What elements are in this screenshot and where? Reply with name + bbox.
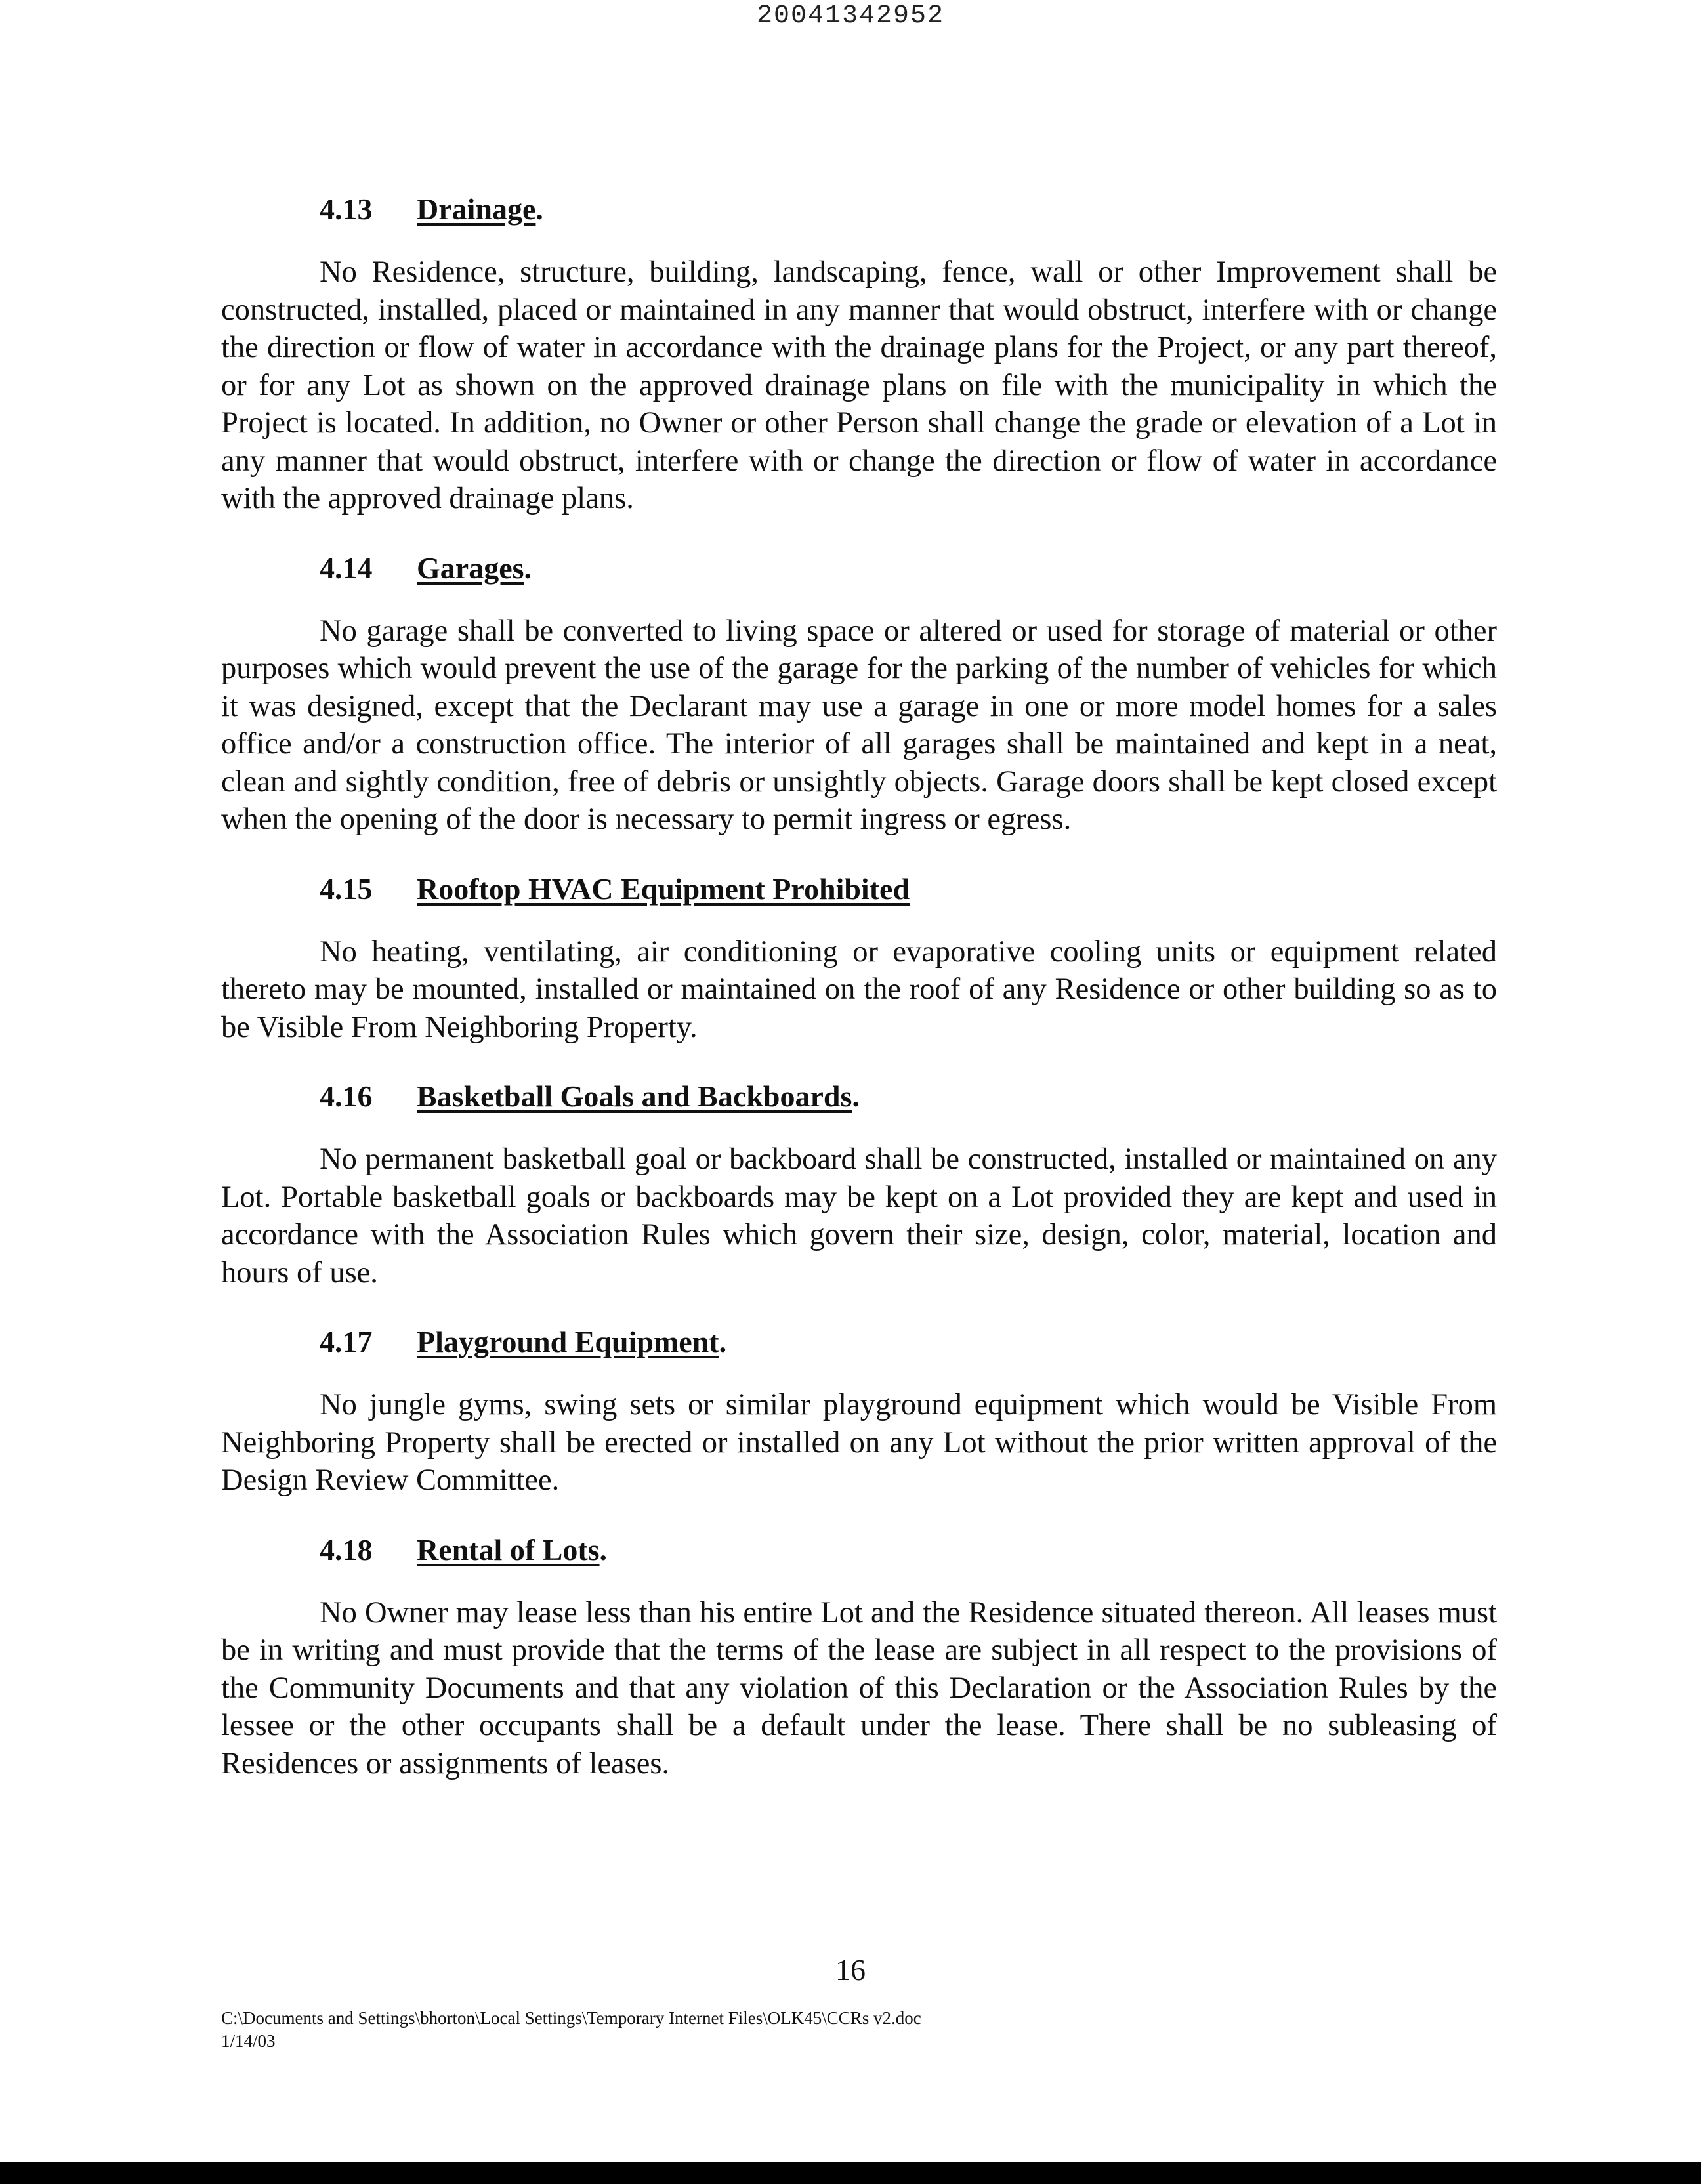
section-paragraph: No Owner may lease less than his entire Lot and the Residence situated thereon. All leases must be in writing and must provide that the terms of the lease are subject in all respect to the provisions of the Community Documents and that any violation of this Declaration or the Association Rules by the lessee or the other occupants shall be a default under the lease. There shall be no subleasing of Residences or assignments of leases. <box>221 1595 1497 1780</box>
section-number: 4.18 <box>320 1532 373 1566</box>
section-title: Rooftop HVAC Equipment Prohibited <box>417 872 910 906</box>
document-number: 20041342952 <box>756 1 945 31</box>
section-title: Playground Equipment <box>417 1325 719 1358</box>
section-heading <box>221 870 1497 908</box>
page-number: 16 <box>835 1953 866 1986</box>
section-title: Drainage <box>417 192 536 226</box>
section-4-14 <box>221 549 1497 839</box>
document-body <box>221 190 1497 1814</box>
section-heading: 4.14 Garages. <box>221 549 1497 587</box>
footer-date: 1/14/03 <box>221 2031 276 2051</box>
section-number: 4.17 <box>320 1325 373 1358</box>
section-heading: 4.13 Drainage. <box>221 190 1497 228</box>
section-paragraph: No heating, ventilating, air conditioning or evaporative cooling units or equipment related thereto may be mounted, installed or maintained on the roof of any Residence or other building so as to be Visible From Neighboring Property. <box>221 934 1497 1044</box>
section-number: 4.13 <box>320 192 373 226</box>
section-4-15 <box>221 870 1497 1047</box>
scan-border-bar <box>0 2162 1701 2184</box>
section-4-18 <box>221 1531 1497 1783</box>
section-heading: 4.18 Rental of Lots. <box>221 1531 1497 1569</box>
section-title: Garages <box>417 551 524 585</box>
section-paragraph: No jungle gyms, swing sets or similar playground equipment which would be Visible From Neighboring Property shall be erected or installed on any Lot without the prior written approval of the Design Review Committee. <box>221 1388 1497 1497</box>
section-4-17 <box>221 1323 1497 1500</box>
section-number: 4.15 <box>320 872 373 906</box>
section-paragraph: No garage shall be converted to living space or altered or used for storage of material or other purposes which would prevent the use of the garage for the parking of the number of vehicles for which it was designed, except that the Declarant may use a garage in one or more model homes for a sales office and/or a construction office. The interior of all garages shall be maintained and kept in a neat, clean and sightly condition, free of debris or unsightly objects. Garage doors shall be kept closed except when the opening of the door is necessary to permit ingress or egress. <box>221 614 1497 836</box>
section-number: 4.16 <box>320 1080 373 1113</box>
section-heading: 4.17 Playground Equipment. <box>221 1323 1497 1361</box>
section-heading: 4.16 Basketball Goals and Backboards. <box>221 1078 1497 1116</box>
section-paragraph: No Residence, structure, building, landscaping, fence, wall or other Improvement shall be constructed, installed, placed or maintained in any manner that would obstruct, interfere with or change the direction or flow of water in accordance with the drainage plans for the Project, or any part thereof, or for any Lot as shown on the approved drainage plans on file with the municipality in which the Project is located. In addition, no Owner or other Person shall change the grade or elevation of a Lot in any manner that would obstruct, interfere with or change the direction or flow of water in accordance with the approved drainage plans. <box>221 255 1497 515</box>
section-paragraph: No permanent basketball goal or backboard shall be constructed, installed or maintained on any Lot. Portable basketball goals or backboards may be kept on a Lot provided they are kept and used in accordance with the Association Rules which govern their size, design, color, material, location and hours of use. <box>221 1143 1497 1290</box>
section-4-16 <box>221 1078 1497 1292</box>
section-title: Rental of Lots <box>417 1532 600 1566</box>
section-number: 4.14 <box>320 551 373 585</box>
section-title: Basketball Goals and Backboards <box>417 1080 852 1113</box>
footer-file-path: C:\Documents and Settings\bhorton\Local Settings\Temporary Internet Files\OLK45\CCRs v2.doc <box>221 2008 921 2028</box>
section-4-13 <box>221 190 1497 518</box>
